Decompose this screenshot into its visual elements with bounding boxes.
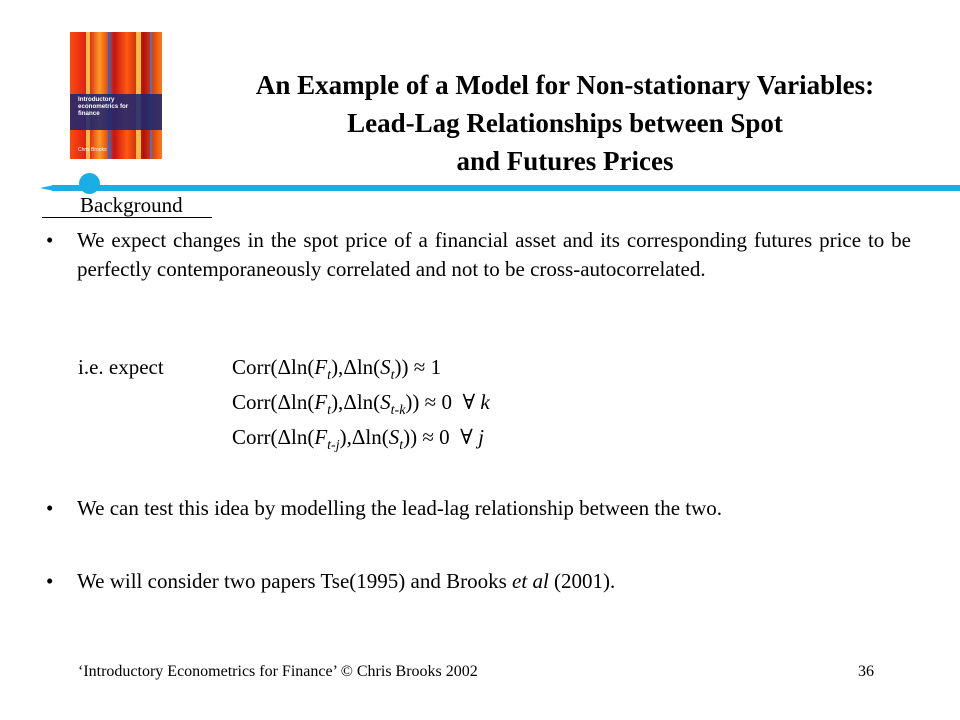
bullet-text-papers: We will consider two papers Tse(1995) and Brooks et al (2001).: [77, 569, 616, 593]
title-divider-rule: [52, 185, 960, 191]
book-cover-image: [70, 32, 162, 159]
equation-contemporaneous: $Corr(\Delta\ln(F_t),\Delta\ln(S_t)) \approx 1$: [232, 355, 442, 383]
title-line-2: Lead-Lag Relationships between Spot: [347, 108, 783, 138]
page-number: 36: [858, 663, 874, 680]
cover-title: Introductory econometrics for finance: [78, 96, 129, 117]
equation-futures-lags: $Corr(\Delta\ln(F_{t-j}),\Delta\ln(S_t)) \approx 0$ ∀ j: [232, 425, 484, 453]
rule-circle-decoration: [79, 173, 100, 194]
bullet-dot: •: [46, 569, 54, 593]
bullet-text-test-idea: We can test this idea by modelling the lead-lag relationship between the two.: [77, 496, 723, 520]
bullet-dot: •: [46, 228, 54, 252]
equation-spot-lags: $Corr(\Delta\ln(F_t),\Delta\ln(S_{t-k})) \approx 0$ ∀ k: [232, 390, 490, 418]
slide-title: [170, 66, 960, 180]
title-line-3: and Futures Prices: [456, 146, 674, 176]
cover-author: Chris Brooks: [78, 147, 107, 153]
bullet-text-expectation: We expect changes in the spot price of a financial asset and its corresponding futures price to be perfectly contemporaneously correlated and not to be cross-autocorrelated.: [77, 228, 911, 281]
footer-copyright: ‘Introductory Econometrics for Finance’ © Chris Brooks 2002: [78, 663, 478, 680]
title-line-1: An Example of a Model for Non-stationary Variables:: [255, 70, 875, 100]
equation-label: i.e. expect: [78, 355, 164, 379]
background-heading: Background: [42, 192, 212, 218]
bullet-dot: •: [46, 496, 54, 520]
